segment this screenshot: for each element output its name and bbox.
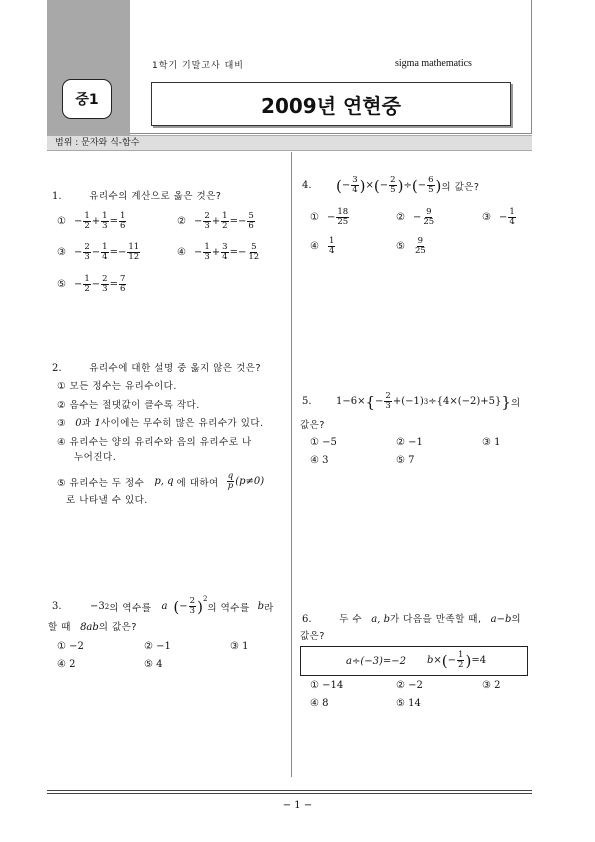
q2-opt3-rest: 사이에는 무수히 많은 유리수가 있다. — [100, 418, 264, 429]
q5-option-3[interactable]: ③ 1 — [482, 437, 501, 448]
q2-opt3-marker: ③ — [57, 418, 67, 429]
q4-option-4[interactable]: ④ $\frac{1}{4}$ — [310, 236, 335, 256]
q1-option-4[interactable]: ④ − $\frac{1}{3}$ + $\frac{3}{4}$ =− $\frac{5}{12}$ — [177, 242, 260, 262]
q4-option-5[interactable]: ⑤ $\frac{9}{25}$ — [396, 236, 426, 256]
q6-option-4[interactable]: ④ 8 — [310, 698, 329, 709]
q3-expr: 8ab — [80, 622, 99, 633]
exam-label: 1학기 기말고사 대비 — [152, 61, 245, 71]
q6-number: 6. — [302, 614, 312, 625]
q3-var-a: a — [161, 601, 168, 612]
q4-opt1-marker: ① — [310, 212, 319, 223]
q2-option-1[interactable]: ① 모든 정수는 유리수이다. — [57, 381, 177, 392]
brand-label: sigma mathematics — [395, 58, 472, 69]
q2-option-4-cont: 누어진다. — [74, 452, 117, 463]
q4-opt5-marker: ⑤ — [396, 241, 405, 252]
q4-opt4-marker: ④ — [310, 241, 319, 252]
q1-opt3-marker: ③ — [57, 247, 66, 258]
q3-stem-c: 라 — [264, 602, 274, 614]
footer-rule — [47, 790, 532, 791]
q2-option-3[interactable] — [57, 415, 264, 429]
q4-opt3-marker: ③ — [482, 212, 491, 223]
q2-option-5[interactable]: ⑤ 유리수는 두 정수 p, q 에 대하여 $\frac{q}{p}$ (p≠0) — [57, 471, 265, 491]
page-title: 2009년 연현중 — [261, 93, 401, 118]
q3-option-3[interactable]: ③ 1 — [230, 641, 249, 652]
q5-option-1[interactable]: ① −5 — [310, 437, 337, 448]
q6-condition-1: a÷(−3)=−2 — [346, 656, 407, 667]
q3-var-b: b — [257, 601, 265, 612]
q1-option-1[interactable]: ① − $\frac{1}{2}$ + $\frac{1}{3}$ = $\frac{1}{6}$ — [57, 211, 126, 231]
q5-line2: 값은? — [300, 420, 325, 431]
q3-stem-b: 의 역수를 — [207, 602, 250, 614]
question-4: 4. ( − $\frac{3}{4}$ ) × ( − $\frac{2}{5}$ ) ÷ ( − $\frac{6}{5}$ ) 의 값은? — [302, 175, 480, 195]
q3-line2 — [48, 619, 137, 633]
q3-option-5[interactable]: ⑤ 4 — [144, 659, 163, 670]
q2-option-4[interactable]: ④ 유리수는 양의 유리수와 음의 유리수로 나 — [57, 437, 252, 448]
q6-line2: 값은? — [300, 631, 325, 642]
q2-option-2[interactable]: ② 음수는 절댓값이 클수록 작다. — [57, 400, 200, 411]
q4-tail: 의 값은? — [441, 181, 480, 193]
q1-opt4-marker: ④ — [177, 247, 186, 258]
q4-option-1[interactable]: ① − $\frac{18}{25}$ — [310, 207, 349, 227]
q1-option-2[interactable]: ② − $\frac{2}{3}$ + $\frac{1}{2}$ =− $\frac{5}{6}$ — [177, 211, 254, 231]
footer-rule-2 — [47, 793, 532, 794]
condition-box — [300, 646, 528, 676]
q2-opt5-text: ⑤ 유리수는 두 정수 — [57, 477, 145, 489]
q3-option-1[interactable]: ① −2 — [57, 641, 84, 652]
q5-option-2[interactable]: ② −1 — [396, 437, 423, 448]
q1-option-5[interactable]: ⑤ − $\frac{1}{2}$ − $\frac{2}{3}$ = $\frac{7}{6}$ — [57, 274, 126, 294]
q5-option-4[interactable]: ④ 3 — [310, 455, 329, 466]
q1-stem: 유리수의 계산으로 옳은 것은? — [89, 191, 222, 202]
q4-option-2[interactable]: ② − $\frac{9}{25}$ — [396, 207, 435, 227]
q6-expr: a−b — [490, 614, 512, 625]
q2-opt3-zero: 0 — [75, 418, 82, 429]
q6-option-3[interactable]: ③ 2 — [482, 680, 501, 691]
page-number: − 1 − — [282, 800, 313, 811]
q2-stem: 유리수에 대한 설명 중 옳지 않은 것은? — [89, 363, 262, 374]
q4-option-3[interactable]: ③ − $\frac{1}{4}$ — [482, 207, 515, 227]
q6-stem-c: 의 — [511, 614, 522, 625]
q6-stem-b: 가 다음을 만족할 때, — [389, 614, 482, 625]
q1-opt1-marker: ① — [57, 216, 66, 227]
q3-option-2[interactable]: ② −1 — [144, 641, 171, 652]
q2-number: 2. — [52, 363, 62, 374]
q6-stem-a: 두 수 — [339, 614, 363, 625]
grade-badge — [62, 79, 112, 119]
q3-number: 3. — [52, 601, 62, 612]
q6-option-2[interactable]: ② −2 — [396, 680, 423, 691]
q2-opt5-vars: p, q — [154, 476, 174, 487]
q1-option-3[interactable]: ③ − $\frac{2}{3}$ − $\frac{1}{4}$ =− $\frac{11}{12}$ — [57, 242, 140, 262]
question-6 — [302, 611, 521, 625]
question-3: 3. −3 2 의 역수를 a ( − $\frac{2}{3}$ ) $^2$ 의 역수를 b 라 — [52, 594, 274, 616]
q6-option-1[interactable]: ① −14 — [310, 680, 344, 691]
q1-opt5-marker: ⑤ — [57, 279, 66, 290]
q5-tail: 의 — [510, 397, 521, 409]
q5-number: 5. — [302, 396, 312, 407]
q5-option-5[interactable]: ⑤ 7 — [396, 455, 415, 466]
question-2 — [52, 360, 261, 374]
q6-vars: a, b — [371, 614, 390, 625]
q2-option-5-cont: 로 나타낼 수 있다. — [66, 495, 148, 506]
q1-number: 1. — [52, 191, 62, 202]
q3-option-4[interactable]: ④ 2 — [57, 659, 76, 670]
column-divider — [291, 152, 292, 777]
q2-opt5-cond: (p≠0) — [235, 476, 265, 487]
q2-opt3-and: 과 — [81, 418, 92, 429]
q1-opt2-marker: ② — [177, 216, 186, 227]
grade-text: 중1 — [75, 92, 99, 108]
q3-stem-a: 의 역수를 — [109, 602, 152, 614]
range-text: 범위 : 문자와 식-함수 — [55, 138, 140, 148]
question-5: 5. 1−6× { − $\frac{2}{3}$ +(−1) 3 ÷{4×(−2)+5} } 의 — [302, 391, 521, 411]
q3-line2-a: 할 때 — [48, 622, 71, 633]
q3-line2-b: 의 값은? — [98, 622, 137, 633]
q6-condition-2: b × ( − $\frac{1}{2}$ ) =4 — [427, 650, 487, 670]
title-box — [151, 82, 511, 126]
range-bar — [47, 135, 532, 151]
q4-opt2-marker: ② — [396, 212, 405, 223]
q4-number: 4. — [302, 180, 312, 191]
q2-opt5-text-b: 에 대하여 — [176, 477, 219, 489]
question-1 — [52, 188, 221, 202]
q6-option-5[interactable]: ⑤ 14 — [396, 698, 421, 709]
q2-opt3-one: 1 — [94, 418, 101, 429]
